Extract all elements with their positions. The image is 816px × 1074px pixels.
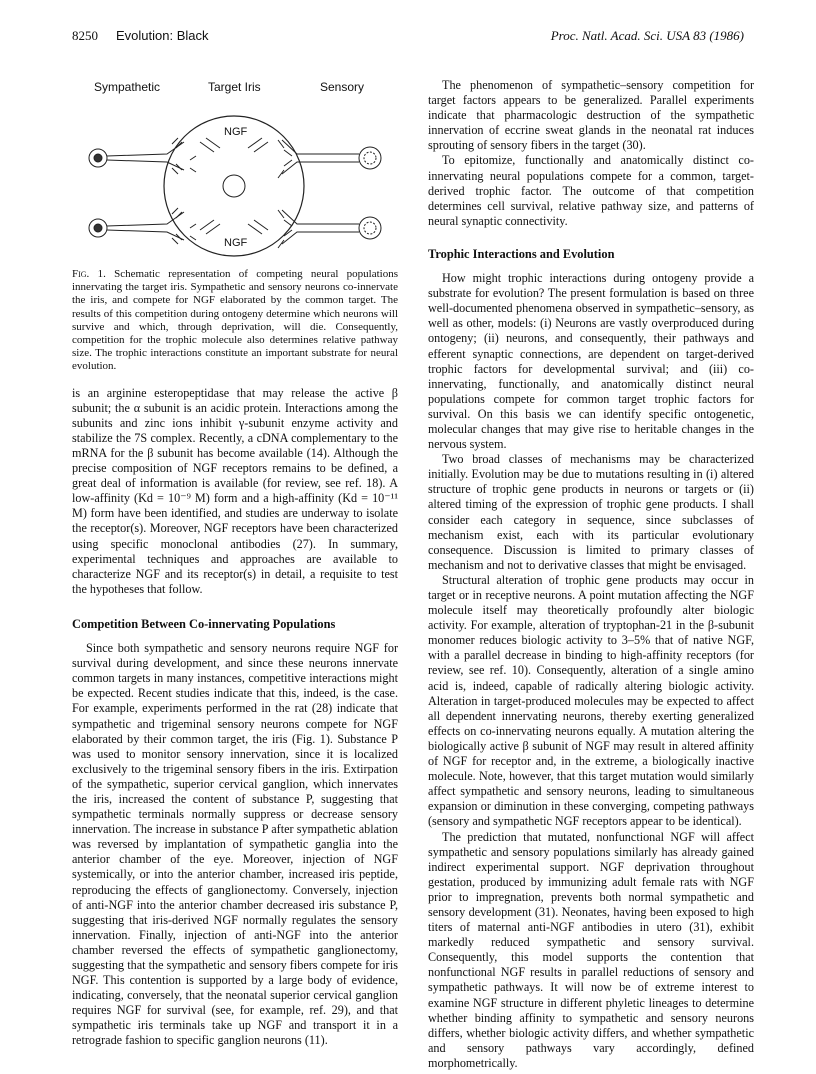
page-number: 8250 xyxy=(72,28,98,43)
page-header xyxy=(72,28,744,46)
right-paragraph-5: Structural alteration of trophic gene products may occur in target or in receptive neurons. A point mutation affecting the NGF molecule itself may theoretically profoundly alter biologic activity. For example, alteration of tryptophan-21 in the β-subunit monomer reduces biologic activity to 3–5% that of native NGF, with a parallel decrease in binding to high-affinity receptors (for review, see ref. 10). Consequently, alteration of a single amino acid is, indeed, capable of radically altering biologic activity. Alteration in target-produced molecules may be expected to affect all dependent innervating neurons, thereby exerting generalized effects on co-innervating neurons equally. A mutation altering the biologically active β subunit of NGF may result in altered affinity of NGF for receptor and, in the extreme, a biologically inactive molecule. Note, however, that this target mutation would similarly affect sympathetic and sensory neurons, leading to simultaneous expansion or diminution in these converging, competing pathways (sensory and sympathetic NGF receptors appear to be identical). xyxy=(428,572,754,829)
sensory-neuron-top xyxy=(278,140,381,178)
left-column xyxy=(72,78,398,1049)
iris-pupil xyxy=(223,175,245,197)
journal-citation: Proc. Natl. Acad. Sci. USA 83 (1986) xyxy=(550,28,744,43)
figure-caption xyxy=(72,268,398,374)
label-target-iris: Target Iris xyxy=(208,80,261,94)
right-paragraph-6: The prediction that mutated, nonfunctional NGF will affect sympathetic and sensory populations similarly has already gained indirect experimental support. NGF deprivation throughout gestation, produced by immunizing adult female rats with NGF prior to impregnation, prevents both normal sympathetic and sensory development (31). Neonates, having been exposed to high titers of maternal anti-NGF antibodies in utero (31), exhibit markedly reduced sympathetic and sensory survival. Consequently, this model supports the contention that nonfunctional NGF results in parallel reductions of sensory and sympathetic pathways. It will now be of extreme interest to examine NGF structure in different phyletic lineages to determine whether binding affinity to sympathetic and sensory neurons differs, whether biologic activity differs, and whether sympathetic and sensory pathways vary accordingly, defined morphometrically. xyxy=(428,829,754,1070)
heading-trophic-interactions: Trophic Interactions and Evolution xyxy=(428,246,615,261)
label-sensory: Sensory xyxy=(320,80,365,94)
heading-competition: Competition Between Co-innervating Populations xyxy=(72,616,336,631)
figure-number: Fig. 1. xyxy=(72,268,106,280)
right-paragraph-3: How might trophic interactions during ontogeny provide a substrate for evolution? The present formulation is based on three well-documented phenomena observed in sympathetic–sensory, as well as other, models: (i) Neurons are vastly overproduced during ontogeny; (ii) neurons, and consequently, their pathways and efferent synaptic connections, are dependent on target-derived trophic factors for developmental survival; and (iii) co-innervating, functionally, and anatomically distinct neural populations compete for common target trophic factors for survival. On this basis we can identify specific ontogenetic, molecular changes that may give rise to heritable changes in the nervous system. xyxy=(428,271,754,452)
right-column xyxy=(428,78,754,1071)
ngf-arrows xyxy=(200,138,268,234)
sympathetic-neuron-bottom xyxy=(89,208,196,244)
right-paragraph-2: To epitomize, functionally and anatomically distinct co-innervating neural populations compete for a common, target-derived trophic factor. The outcome of that competition determines cell survival, relative pathway size, and patterns of neural synaptic connectivity. xyxy=(428,153,754,228)
right-paragraph-1: The phenomenon of sympathetic–sensory competition for target factors appears to be generalized. Parallel experiments indicate that pharmacologic destruction of the sympathetic innervation of eccrine sweat glands in the neonatal rat induces sprouting of sensory fibers in the target (30). xyxy=(428,78,754,153)
ngf-label-top: NGF xyxy=(224,126,248,138)
figure-1 xyxy=(72,78,398,264)
iris-schematic-diagram xyxy=(72,78,398,264)
sympathetic-neuron-top xyxy=(89,138,196,174)
label-sympathetic: Sympathetic xyxy=(94,80,161,94)
running-section-title: Evolution: Black xyxy=(116,28,209,43)
figure-caption-text: Schematic representation of competing neural populations innervating the target iris. Sympathetic and sensory neurons co-innervate the iris, and compete for NGF elaborated by the common target. The results of this competition during ontogeny determine which neurons will survive and which, through deprivation, will die. Consequently, competition for the trophic molecule also determines relative pathway size. The trophic interactions constitute an important substrate for neural evolution. xyxy=(72,268,399,373)
ngf-label-bottom: NGF xyxy=(224,237,248,249)
sensory-neuron-bottom xyxy=(278,210,381,248)
left-paragraph-continued: is an arginine esteropeptidase that may release the active β subunit; the α subunit is an acidic protein. Interactions among the subunits and zinc ions inhibit γ-subunit enzyme activity and stabilize the 7S complex. Recently, a cDNA complementary to the mRNA for the β subunit has become available (14). Although the precise composition of NGF receptors remains to be defined, a great deal of information is available (for review, see ref. 18). A low-affinity (Kd = 10⁻⁹ M) form and a high-affinity (Kd = 10⁻¹¹ M) form have been identified, and studies are underway to isolate the receptor(s). Moreover, NGF receptors have been characterized using specific monoclonal antibodies (27). In summary, experimental techniques and approaches are available to characterize NGF and its receptor(s) in detail, a requisite to test the hypotheses that follow. xyxy=(72,385,398,596)
left-paragraph-1: Since both sympathetic and sensory neurons require NGF for survival during development, and since these neurons innervate common targets in many instances, competitive interactions might be expected. Recent studies indicate that this, indeed, is the case. For example, experiments performed in the rat (28) indicate that sympathetic and trigeminal sensory neurons compete for NGF elaborated by their common target, the iris (Fig. 1). Substance P was used to monitor sensory innervation, since it is localized exclusively to the trigeminal sensory fibers in the iris. Extirpation of the sympathetic, superior cervical ganglion, which innervates the iris, increased the content of substance P, suggesting that sympathetic terminals normally suppress or decrease sensory innervation. The increase in substance P after sympathetic ablation was reversed by implantation of sympathetic ganglia into the anterior chamber of the eye. Moreover, injection of NGF systemically, or into the anterior chamber, increased iris peptide, reproducing the effects of ganglionectomy. Conversely, injection of anti-NGF into the anterior chamber decreased iris substance P, suggesting that iris-derived NGF normally regulates the sensory innervation. Finally, injection of anti-NGF into the anterior chamber reversed the effects of sympathetic ganglionectomy, suggesting that the sympathetic and sensory fibers compete for iris NGF. This contention is supported by a large body of evidence, indicating, conversely, that the neonatal superior cervical ganglion requires NGF for survival (see, for example, ref. 29), and that sympathetic iris terminals take up NGF and transport it in a retrograde fashion to specific ganglion neurons (11). xyxy=(72,641,398,1048)
right-paragraph-4: Two broad classes of mechanisms may be characterized initially. Evolution may be due to mutations resulting in (i) altered structure of trophic gene products in neurons or targets or (ii) altered timing of the expression of trophic gene products. I shall consider each category in sequence, since subclasses of mechanism exist, each with its particular evolutionary consequence. Discussion is limited to primary classes of mechanism and not to derivative classes that might be envisaged. xyxy=(428,452,754,572)
